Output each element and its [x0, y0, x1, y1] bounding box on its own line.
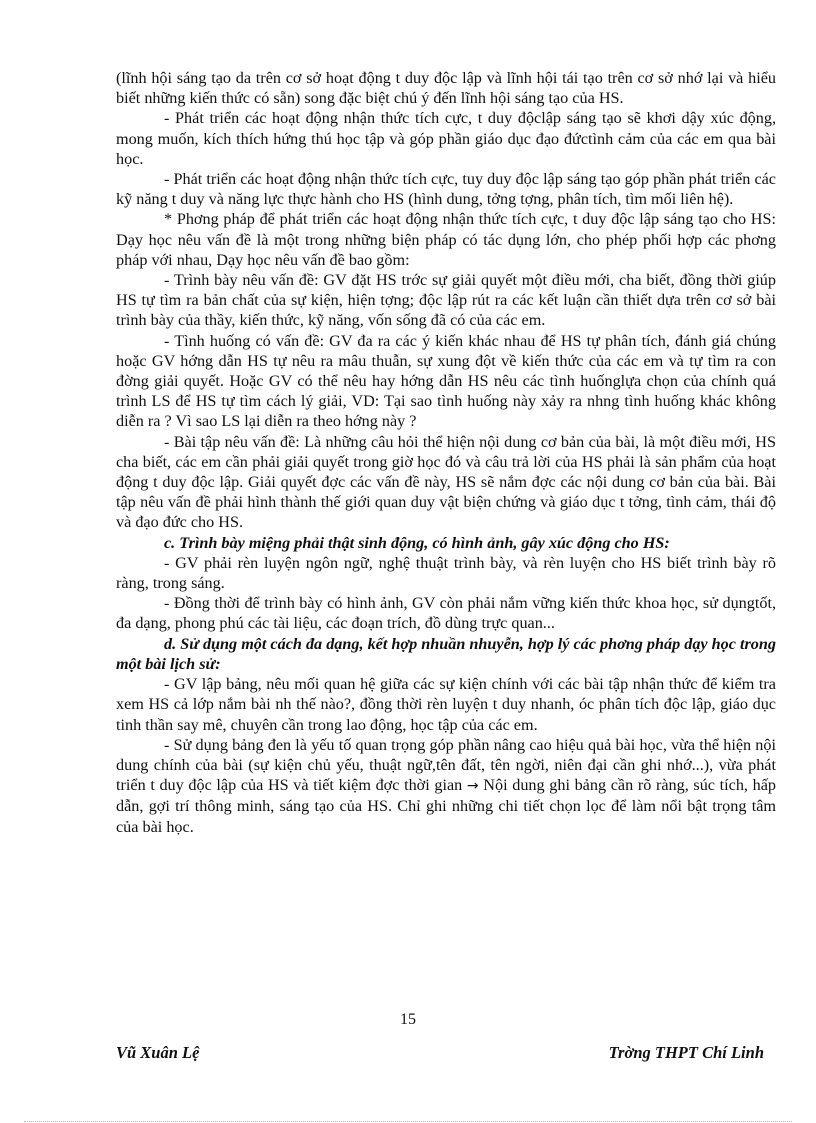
document-body — [116, 68, 776, 837]
paragraph: - GV phải rèn luyện ngôn ngữ, nghệ thuật trình bày, và rèn luyện cho HS biết trình bày rõ ràng, trong sáng. — [116, 553, 776, 593]
paragraph: - Đồng thời để trình bày có hình ảnh, GV còn phải nắm vững kiến thức khoa học, sử dụngtốt, đa dạng, phong phú các tài liệu, các đoạn trích, đồ dùng trực quan... — [116, 594, 776, 633]
paragraph: * Phơng pháp để phát triển các hoạt động nhận thức tích cực, t duy độc lập sáng tạo cho HS: Dạy học nêu vấn đề là một trong những biện pháp có tác dụng lớn, cho phép phối hợp các phơng pháp với nhau, Dạy học nêu vấn đề bao gồm: — [116, 210, 776, 269]
right-arrow-icon: → — [466, 778, 479, 795]
paragraph — [116, 735, 776, 837]
paragraph: - Trình bày nêu vấn đề: GV đặt HS trớc sự giải quyết một điều mới, cha biết, đồng thời giúp HS tự tìm ra bản chất của sự kiện, hiện tợng; độc lập rút ra các kết luận cần thiết dựa trên cơ sở bài trình bày của thầy, kiến thức, kỹ năng, vốn sống đã có của các em. — [116, 271, 776, 330]
section-heading-d: d. Sử dụng một cách đa dạng, kết hợp nhuần nhuyễn, hợp lý các phơng pháp dạy học trong một bài lịch sử: — [116, 634, 776, 673]
paragraph: - Tình huống có vấn đề: GV đa ra các ý kiến khác nhau để HS tự phân tích, đánh giá chúng hoặc GV hớng dẫn HS tự nêu ra mâu thuẫn, sự xung đột về kiến thức của các em và tự tìm ra con đờng giải quyết. Hoặc GV có thể nêu hay hớng dẫn HS nêu các tình huốnglựa chọn của chính quá trình LS để HS tự tìm cách lý giải, VD: Tại sao tình huống này xảy ra nhng tình huống khác không diễn ra ? Vì sao LS lại diễn ra theo hớng này ? — [116, 331, 776, 431]
paragraph: - GV lập bảng, nêu mối quan hệ giữa các sự kiện chính với các bài tập nhận thức để kiểm tra xem HS cả lớp nắm bài nh thế nào?, đồng thời rèn luyện t duy nhanh, óc phân tích độc lập, giáo dục tinh thần say mê, chuyên cần trong lao động, học tập của các em. — [116, 675, 776, 734]
paragraph: - Phát triển các hoạt động nhận thức tích cực, t duy độclập sáng tạo sẽ khơi dậy xúc động, mong muốn, kích thích hứng thú học tập và góp phần giáo dục đạo đứctình cảm của các em qua bài học. — [116, 109, 776, 168]
paragraph: (lĩnh hội sáng tạo da trên cơ sở hoạt động t duy độc lập và lĩnh hội tái tạo trên cơ sở nhớ lại và hiểu biết những kiến thức có sẵn) song đặc biệt chú ý đến lĩnh hội sáng tạo của HS. — [116, 69, 776, 108]
paragraph: - Bài tập nêu vấn đề: Là những câu hỏi thể hiện nội dung cơ bản của bài, là một điều mới, HS cha biết, các em cần phải giải quyết trong giờ học đó và câu trả lời của HS phải là sản phẩm của hoạt động t duy độc lập. Giải quyết đợc các vấn đề này, HS sẽ nắm đợc các nội dung cơ bản của bài. Bài tập nêu vấn đề phải hình thành thế giới quan duy vật biện chứng và giáo dục t tởng, tình cảm, thái độ và đạo đức cho HS. — [116, 432, 776, 532]
footer-author: Vũ Xuân Lệ — [116, 1043, 200, 1062]
paragraph-text: Nội dung ghi bảng cần rõ ràng, súc tích, hấp dẫn, gợi trí thông minh, sáng tạo của HS. Chỉ ghi những chi tiết chọn lọc để làm nổi bật trọng tâm của bài học. — [116, 776, 776, 836]
paragraph-text: - Sử dụng bảng đen là yếu tố quan trọng góp phần nâng cao hiệu quả bài học, vừa thể hiện nội dung chính của bài (sự kiện chủ yếu, thuật ngữ,tên đất, tên ngời, niên đại cần ghi nhớ...), vừa phát triển t duy độc lập của HS và tiết kiệm đợc thời gian — [116, 735, 776, 795]
page-number: 15 — [400, 1011, 416, 1028]
footer-school: Trờng THPT Chí Linh — [608, 1043, 764, 1062]
section-heading-c: c. Trình bày miệng phải thật sinh động, có hình ảnh, gây xúc động cho HS: — [164, 533, 670, 552]
paragraph: - Phát triển các hoạt động nhận thức tích cực, tuy duy độc lập sáng tạo góp phần phát triển các kỹ năng t duy và năng lực thực hành cho HS (hình dung, tởng tợng, phân tích, tìm mối liên hệ). — [116, 170, 776, 209]
page-edge-divider — [24, 1121, 792, 1122]
